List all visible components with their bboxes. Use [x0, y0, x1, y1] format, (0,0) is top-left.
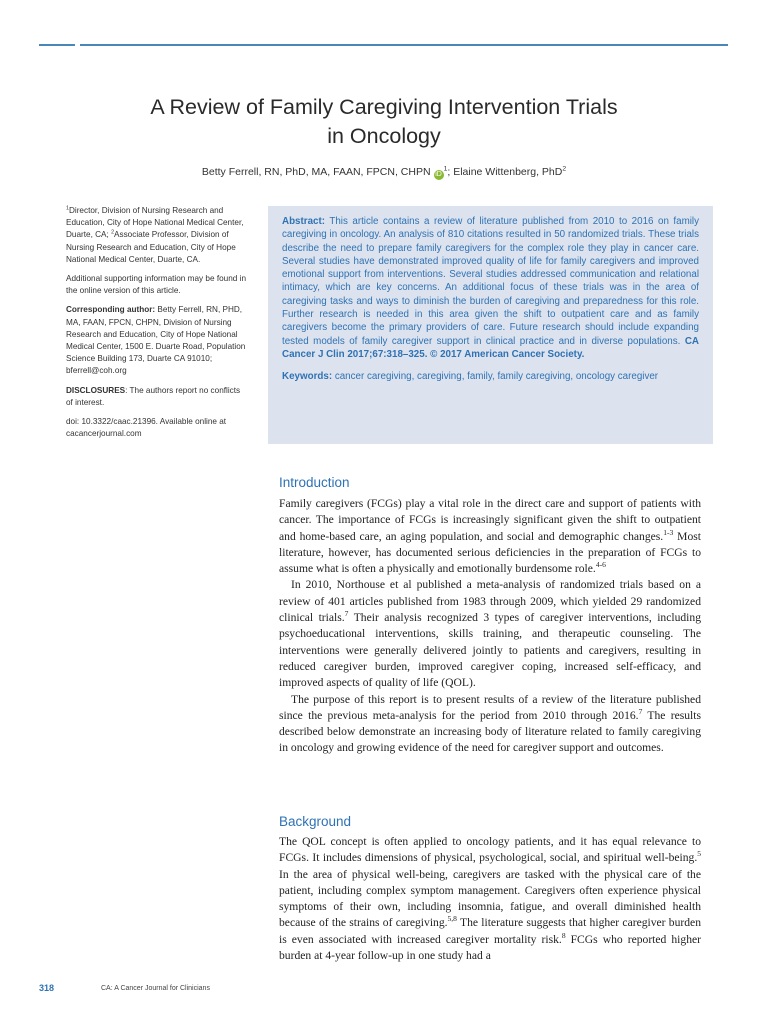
intro-p2-a: In 2010, Northouse et al published a meta-analysis of randomized trials based on a review of 401 articles published from 1983 through 2009, which yielded 29 randomized clinical trials.	[279, 578, 701, 625]
bg-p1-ref-1: 5	[697, 849, 701, 859]
affiliations	[66, 205, 246, 266]
abstract-label: Abstract:	[282, 216, 326, 227]
author-line	[60, 166, 708, 180]
corr-text: Betty Ferrell, RN, PHD, MA, FAAN, FPCN, CHPN, Division of Nursing Research and Education, City of Hope National Medical Center, 1500 E. Duarte Road, Population Science Building 173, Duarte CA 91010; bferrell@coh.org	[66, 305, 246, 376]
bg-p1-ref-3: 8	[561, 930, 566, 940]
intro-paragraph-3	[279, 692, 701, 757]
bg-p1-ref-2: 5,8	[447, 914, 457, 924]
page-number: 318	[39, 983, 55, 993]
abstract-body: This article contains a review of literature published from 2010 to 2016 on family caregiving in oncology. An analysis of 810 citations resulted in 50 randomized trials. These trials describe the need to prepare family caregivers for the complex role they play in cancer care. Several studies have demonstrated improved quality of life for family caregivers and improved emotional support from interventions. Several studies addressed communication and relational intimacy, which are key concerns. An additional focus of these trials was in the area of caregiving tasks and ways to diminish the burden of caregiving and preparedness for this role. Further research is needed in this area given the shift to outpatient care and as family caregivers become the primary providers of care. Future research should include expanding tested models of family caregiver support in clinical practice and in diverse populations.	[282, 216, 699, 347]
article-title	[60, 93, 708, 151]
intro-p3-ref: 7	[638, 707, 643, 716]
introduction-body	[279, 496, 701, 757]
title-line-1: A Review of Family Caregiving Intervention Trials	[150, 95, 618, 119]
author-1-affil: 1	[443, 165, 448, 173]
intro-p1-ref-2: 4-6	[595, 560, 606, 570]
title-line-2: in Oncology	[327, 124, 441, 148]
affil-text-2: Associate Professor, Division of Nursing Research and Education, City of Hope National Medical Center, Duarte, CA.	[66, 230, 236, 264]
journal-name: CA: A Cancer Journal for Clinicians	[101, 985, 210, 992]
author-1: Betty Ferrell, RN, PhD, MA, FAAN, FPCN, CHPN	[201, 166, 431, 178]
doi-link[interactable]: doi: 10.3322/caac.21396. Available online at cacancerjournal.com	[66, 417, 227, 439]
bg-p1-b: In the area of physical well-being, caregivers are tasked with the physical care of the patient, including complex symptom management. Caregivers often experience physical symptoms of their own, including insomnia, fatigue, and overall diminished health because of the strains of caregiving.	[279, 867, 701, 930]
background-body	[279, 834, 701, 964]
abstract-citation: CA Cancer J Clin 2017;67:318–325. © 2017 American Cancer Society.	[282, 335, 699, 360]
section-heading-introduction: Introduction	[279, 475, 350, 490]
corresponding-author	[66, 304, 246, 377]
author-2: Elaine Wittenberg, PhD	[453, 166, 563, 178]
disc-label: DISCLOSURES	[66, 385, 126, 395]
bg-p1-d: FCGs who reported higher burden at 4-year follow-up in one study had a	[279, 932, 701, 963]
orcid-icon[interactable]: iD	[435, 171, 442, 178]
intro-p3-a: The purpose of this report is to present results of a review of the literature published since the previous meta-analysis for the period from 2010 through 2016.	[279, 692, 701, 722]
affil-sup-2: 2	[111, 229, 115, 236]
background-paragraph-1	[279, 834, 701, 964]
keywords-label: Keywords:	[282, 371, 333, 383]
author-2-affil: 2	[562, 165, 567, 173]
header-rule-short	[39, 44, 75, 46]
abstract-box	[268, 206, 713, 444]
article-sidebar	[66, 205, 246, 447]
keywords	[282, 370, 699, 383]
intro-p1-ref-1: 1-3	[663, 527, 674, 537]
affil-text-1: Director, Division of Nursing Research and Education, City of Hope National Medical Center, Duarte, CA;	[66, 206, 244, 240]
intro-paragraph-2	[279, 577, 701, 691]
corr-label: Corresponding author:	[66, 305, 156, 315]
abstract-text	[282, 215, 699, 361]
affil-sup-1: 1	[66, 205, 69, 212]
section-heading-background: Background	[279, 814, 352, 829]
bg-p1-c: The literature suggests that higher caregiver burden is even associated with increased caregiver mortality risk.	[279, 916, 701, 946]
intro-p1-b: Most literature, however, has documented serious deficiencies in the preparation of FCGs to assume what is often a physically and emotionally burdensome role.	[279, 529, 701, 576]
intro-p2-ref: 7	[344, 609, 349, 619]
disc-text: : The authors report no conflicts of interest.	[66, 385, 241, 407]
intro-p3-b: The results described below demonstrate an increasing body of literature related to family caregiving in oncology and growing evidence of the need for caregiver support and outcomes.	[279, 708, 701, 755]
disclosures	[66, 385, 246, 409]
intro-p2-b: Their analysis recognized 3 types of caregiver interventions, including psychoeducational interventions, skills training, and therapeutic counseling. The interventions were generally delivered jointly to patients and caregivers, resulting in reduced caregiver burden, improved caregiver coping, increased self-efficacy, and improved aspects of quality of life (QOL).	[279, 611, 701, 690]
keywords-list: cancer caregiving, caregiving, family, family caregiving, oncology caregiver	[332, 371, 659, 383]
bg-p1-a: The QOL concept is often applied to oncology patients, and it has equal relevance to FCGs. It includes dimensions of physical, psychological, social, and spiritual well-being.	[279, 835, 701, 865]
supporting-info: Additional supporting information may be found in the online version of this article.	[66, 274, 246, 296]
header-rule-long	[80, 44, 728, 46]
intro-paragraph-1	[279, 496, 701, 577]
author-separator: ;	[447, 166, 454, 178]
intro-p1-a: Family caregivers (FCGs) play a vital role in the direct care and support of patients with cancer. The importance of FCGs is increasingly significant given the shift to outpatient and home-based care, an aging population, and social and demographic changes.	[279, 497, 701, 543]
